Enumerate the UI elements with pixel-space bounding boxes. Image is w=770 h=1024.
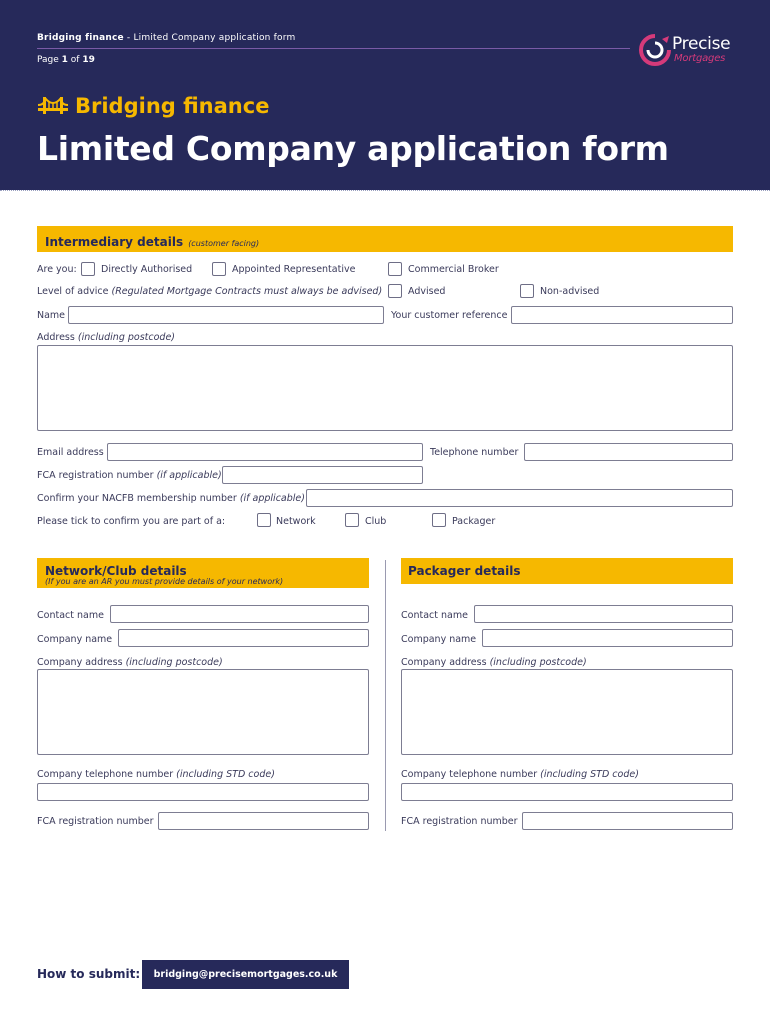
- club-label: Club: [365, 516, 387, 527]
- breadcrumb: Bridging finance - Limited Company application form: [37, 33, 296, 43]
- name-field[interactable]: [68, 306, 384, 324]
- page-number: Page 1 of 19: [37, 55, 95, 65]
- packager-contact-field[interactable]: [474, 605, 733, 623]
- address-label: Address (including postcode): [37, 332, 175, 343]
- non-advised-label: Non-advised: [540, 286, 600, 297]
- packager-fca-label: FCA registration number: [401, 816, 518, 827]
- directly-authorised-label: Directly Authorised: [101, 264, 193, 275]
- network-label: Network: [276, 516, 316, 527]
- intermediary-heading: Intermediary details (customer facing): [45, 235, 260, 249]
- logo-wordmark: Precise: [672, 34, 731, 54]
- header-divider: [0, 190, 770, 191]
- fca-field[interactable]: [222, 466, 423, 484]
- customer-reference-label: Your customer reference: [391, 310, 508, 321]
- network-address-field[interactable]: [37, 669, 369, 755]
- network-phone-field[interactable]: [37, 783, 369, 801]
- club-checkbox[interactable]: [345, 513, 359, 527]
- advised-checkbox[interactable]: [388, 284, 402, 298]
- bridge-icon: [37, 96, 69, 116]
- commercial-broker-label: Commercial Broker: [408, 264, 499, 275]
- telephone-field[interactable]: [524, 443, 733, 461]
- telephone-label: Telephone number: [430, 447, 519, 458]
- packager-address-field[interactable]: [401, 669, 733, 755]
- section-title: Bridging finance: [75, 94, 270, 118]
- appointed-representative-checkbox[interactable]: [212, 262, 226, 276]
- commercial-broker-checkbox[interactable]: [388, 262, 402, 276]
- network-fca-label: FCA registration number: [37, 816, 154, 827]
- packager-phone-label: Company telephone number (including STD code): [401, 769, 639, 780]
- email-field[interactable]: [107, 443, 423, 461]
- how-to-submit-label: How to submit:: [37, 967, 141, 981]
- nacfb-label: Confirm your NACFB membership number (if applicable): [37, 493, 305, 504]
- network-checkbox[interactable]: [257, 513, 271, 527]
- network-subheading: (If you are an AR you must provide details of your network): [45, 577, 284, 586]
- appointed-representative-label: Appointed Representative: [232, 264, 356, 275]
- header-rule: [37, 48, 630, 49]
- network-contact-label: Contact name: [37, 610, 104, 621]
- directly-authorised-checkbox[interactable]: [81, 262, 95, 276]
- fca-label: FCA registration number (if applicable): [37, 470, 222, 481]
- packager-label: Packager: [452, 516, 496, 527]
- column-divider: [385, 560, 386, 831]
- packager-address-label: Company address (including postcode): [401, 657, 587, 668]
- advised-label: Advised: [408, 286, 446, 297]
- network-address-label: Company address (including postcode): [37, 657, 223, 668]
- page-title: Limited Company application form: [37, 129, 669, 168]
- packager-phone-field[interactable]: [401, 783, 733, 801]
- packager-company-label: Company name: [401, 634, 477, 645]
- precise-logo-icon: [638, 33, 672, 67]
- email-label: Email address: [37, 447, 104, 458]
- packager-contact-label: Contact name: [401, 610, 468, 621]
- network-heading: Network/Club details: [45, 564, 187, 578]
- submit-email-button[interactable]: bridging@precisemortgages.co.uk: [142, 960, 349, 989]
- nacfb-field[interactable]: [306, 489, 733, 507]
- network-fca-field[interactable]: [158, 812, 369, 830]
- network-contact-field[interactable]: [110, 605, 369, 623]
- part-of-label: Please tick to confirm you are part of a:: [37, 516, 226, 527]
- are-you-label: Are you:: [37, 264, 77, 275]
- network-company-field[interactable]: [118, 629, 369, 647]
- advice-label: Level of advice (Regulated Mortgage Contracts must always be advised): [37, 286, 383, 297]
- non-advised-checkbox[interactable]: [520, 284, 534, 298]
- network-phone-label: Company telephone number (including STD code): [37, 769, 275, 780]
- logo-subtitle: Mortgages: [674, 53, 726, 64]
- name-label: Name: [37, 310, 66, 321]
- packager-checkbox[interactable]: [432, 513, 446, 527]
- packager-heading: Packager details: [408, 564, 521, 578]
- customer-reference-field[interactable]: [511, 306, 733, 324]
- packager-company-field[interactable]: [482, 629, 733, 647]
- address-field[interactable]: [37, 345, 733, 431]
- packager-fca-field[interactable]: [522, 812, 733, 830]
- network-company-label: Company name: [37, 634, 113, 645]
